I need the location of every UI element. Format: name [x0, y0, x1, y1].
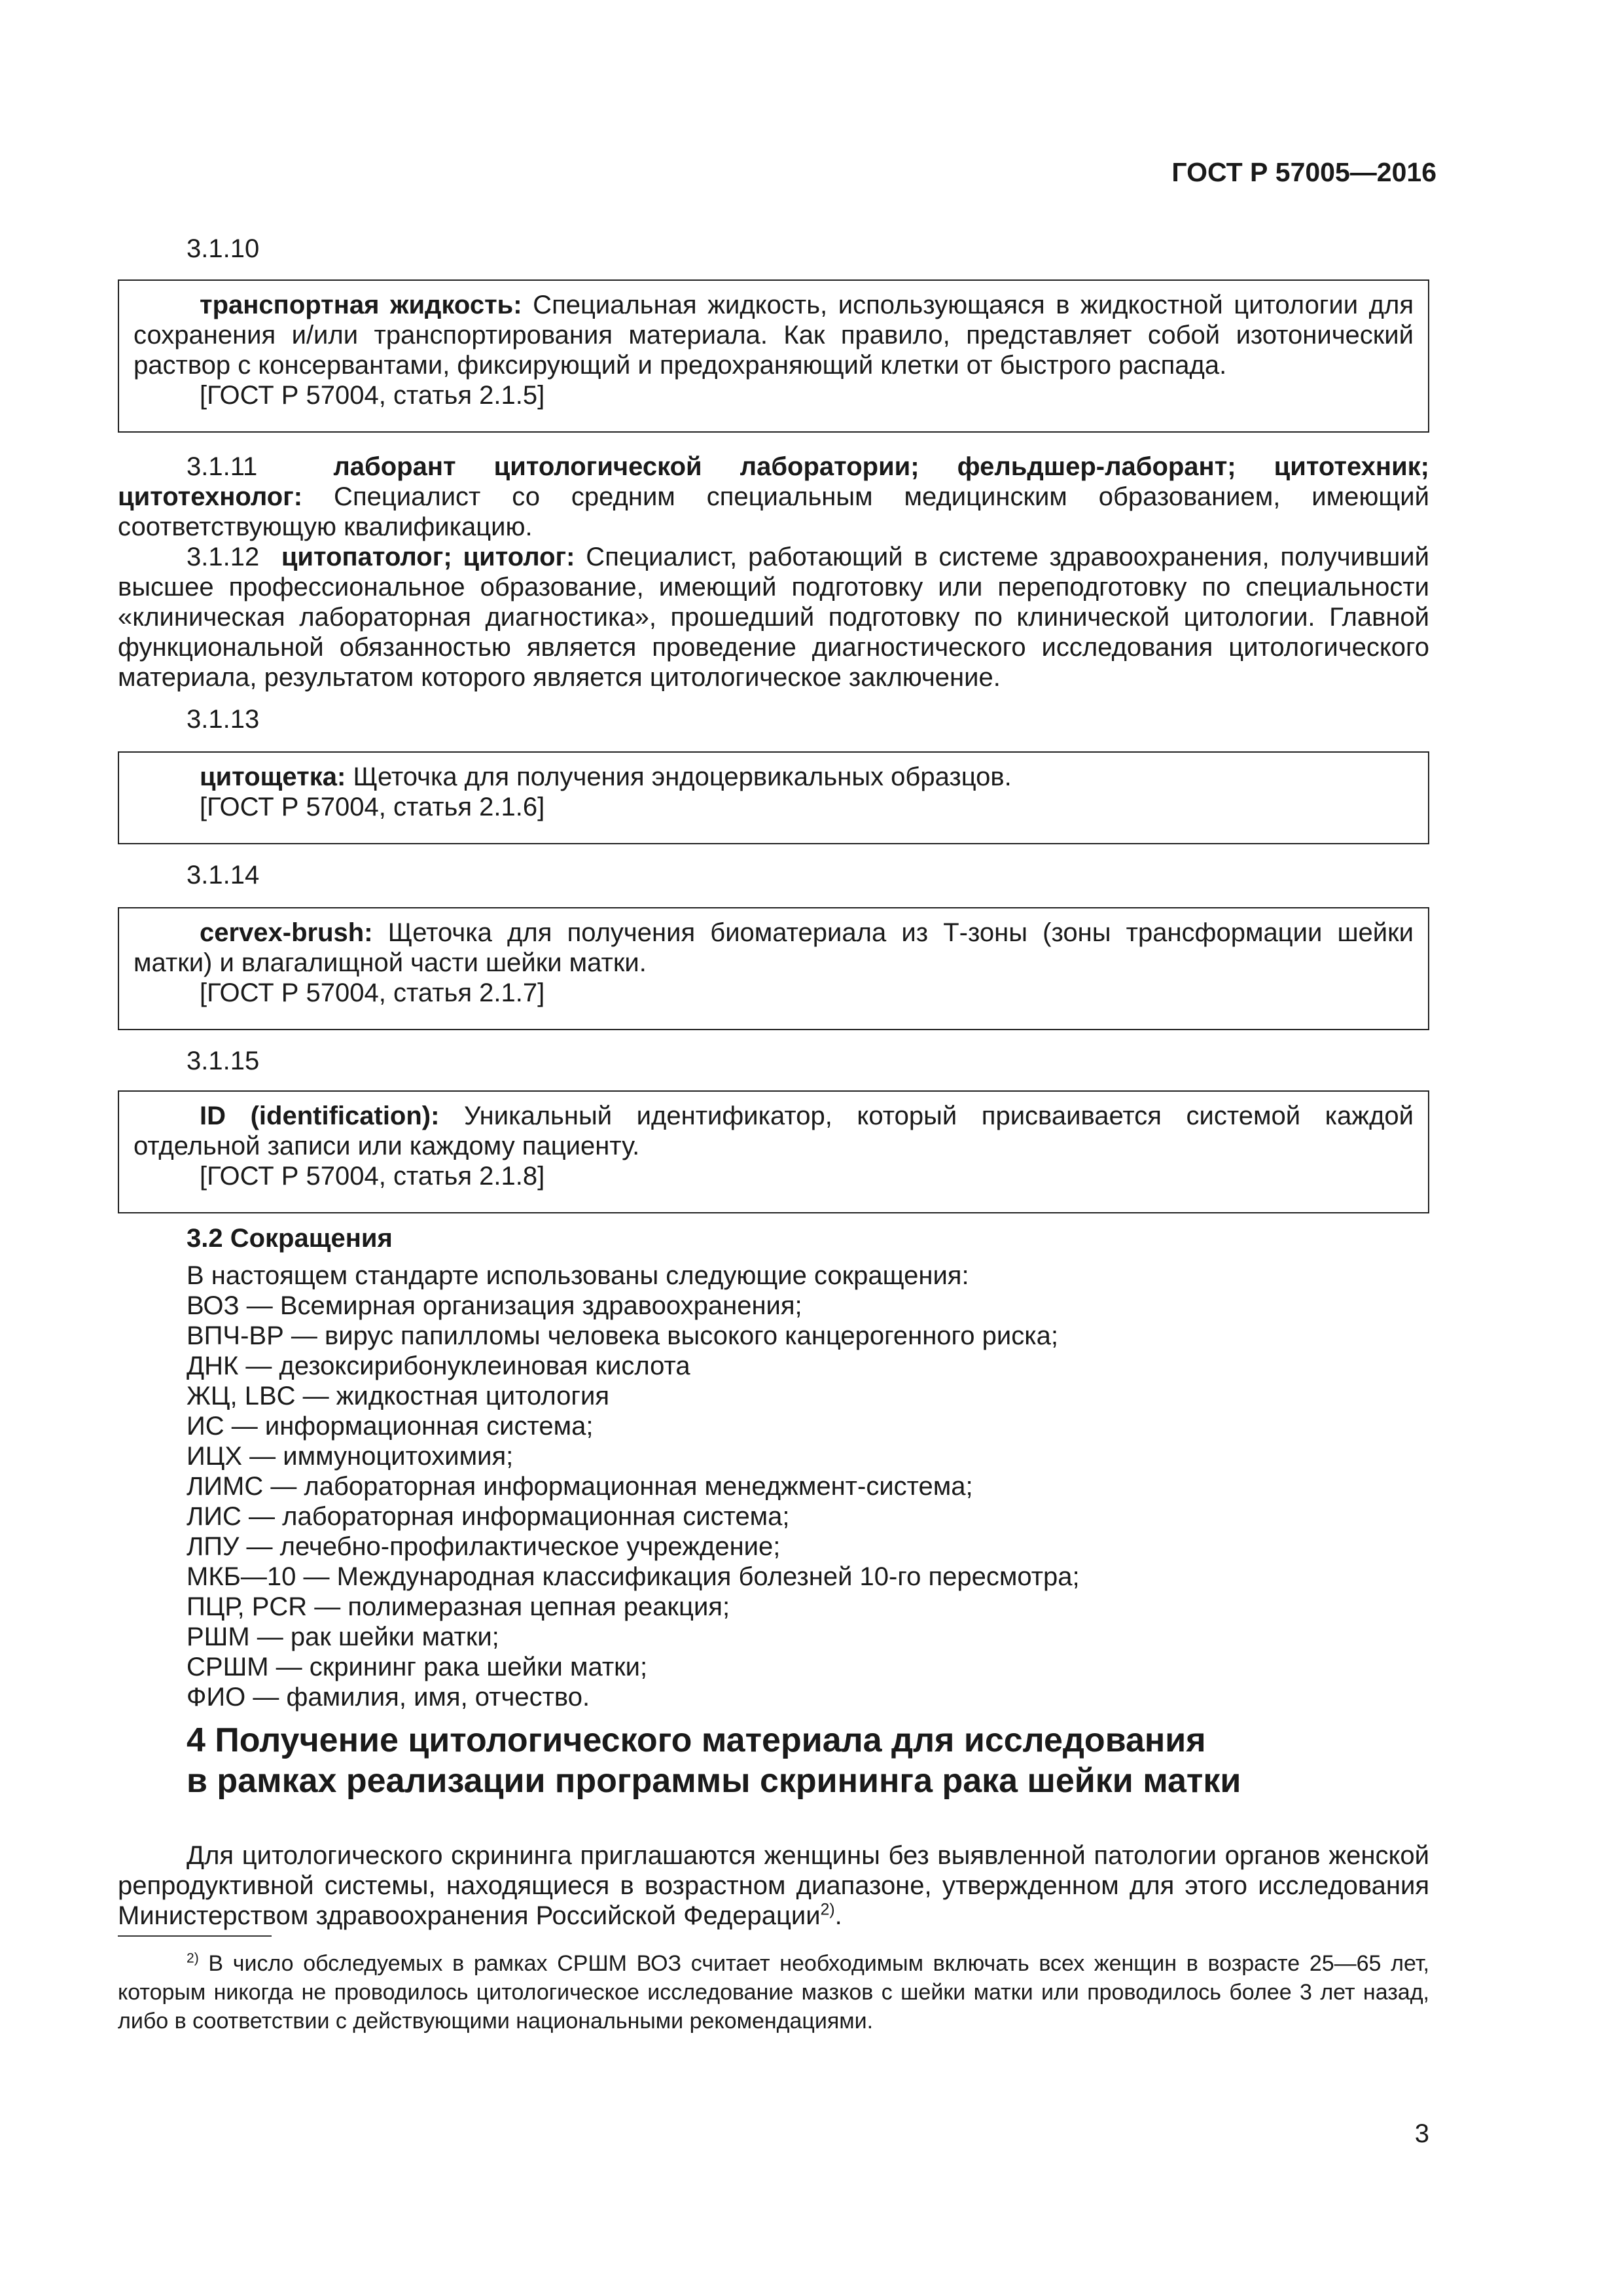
definition-reference: [ГОСТ Р 57004, статья 2.1.8]	[200, 1162, 545, 1191]
abbreviation-item: РШМ — рак шейки матки;	[187, 1623, 499, 1651]
section-4-title-line-1: 4 Получение цитологического материала для исследования	[187, 1721, 1206, 1759]
definition-term: ID (identification):	[200, 1102, 440, 1130]
definition-body: Щеточка для получения биоматериала из Т-зоны (зоны трансформации шейки матки) и влагалищной части шейки матки.	[134, 918, 1414, 977]
abbreviation-item: ИЦХ — иммуноцитохимия;	[187, 1442, 514, 1471]
abbreviation-item: ПЦР, PCR — полимеразная цепная реакция;	[187, 1592, 730, 1621]
footnote-reference[interactable]: 2)	[820, 1901, 835, 1919]
abbreviation-item: ЛИМС — лабораторная информационная менеджмент-система;	[187, 1472, 973, 1501]
footnote	[118, 1949, 1429, 2036]
abbreviation-item: ДНК — дезоксирибонуклеиновая кислота	[187, 1352, 690, 1380]
definition-term: лаборант цитологической лаборатории; фельдшер-лаборант; цитотехник; цитотехнолог:	[118, 452, 1430, 511]
section-4-paragraph	[118, 1840, 1429, 1931]
section-4-title	[187, 1720, 1241, 1801]
definition-term: cervex-brush:	[200, 918, 373, 947]
definition-term: транспортная жидкость:	[200, 291, 522, 319]
definition-body: Специалист со средним специальным медицинским образованием, имеющий соответствующую квалификацию.	[118, 482, 1429, 541]
definition-term: цитопатолог; цитолог:	[281, 543, 575, 571]
definition-reference: [ГОСТ Р 57004, статья 2.1.7]	[200, 978, 545, 1007]
definition-box-3-1-10	[118, 279, 1429, 433]
paragraph-end: .	[834, 1901, 842, 1930]
abbreviation-item: ВОЗ — Всемирная организация здравоохранения;	[187, 1291, 802, 1320]
definition-box-3-1-14	[118, 907, 1429, 1030]
definition-box-3-1-15	[118, 1090, 1429, 1213]
section-4-paragraph-text	[118, 1840, 1429, 1931]
item-number-3-1-10: 3.1.10	[187, 234, 260, 263]
definition-body: Щеточка для получения эндоцервикальных образцов.	[346, 762, 1012, 791]
abbreviation-item: ЖЦ, LBC — жидкостная цитология	[187, 1382, 609, 1410]
definition-text	[134, 290, 1414, 380]
abbreviations-list	[187, 1261, 1080, 1712]
item-number: 3.1.11	[187, 452, 258, 481]
abbreviation-item: ЛИС — лабораторная информационная система;	[187, 1502, 790, 1531]
abbreviation-item: МКБ—10 — Международная классификация болезней 10-го пересмотра;	[187, 1562, 1080, 1591]
page-number: 3	[1414, 2119, 1429, 2148]
document-header-id: ГОСТ Р 57005—2016	[1171, 157, 1436, 187]
abbreviation-item: СРШМ — скрининг рака шейки матки;	[187, 1653, 648, 1681]
definition-text	[134, 918, 1414, 978]
abbreviation-item: ИС — информационная система;	[187, 1412, 594, 1441]
definition-text	[134, 1101, 1414, 1161]
footnote-mark: 2)	[187, 1950, 199, 1966]
abbreviation-item: ВПЧ-ВР — вирус папилломы человека высокого канцерогенного риска;	[187, 1321, 1058, 1350]
definition-paragraph-3-1-12	[118, 542, 1429, 692]
abbreviations-intro: В настоящем стандарте использованы следующие сокращения:	[187, 1261, 969, 1290]
definition-body: Уникальный идентификатор, который присваивается системой каждой отдельной записи или каждому пациенту.	[134, 1102, 1414, 1160]
definition-body: Специалист, работающий в системе здравоохранения, получивший высшее профессиональное образование, имеющий подготовку или переподготовку по специальности «клиническая лабораторная диагностика», прошедший подготовку по клинической цитологии. Главной функциональной обязанностью является проведение диагностического исследования цитологического материала, результатом которого является цитологическое заключение.	[118, 543, 1429, 692]
definition-paragraph-3-1-11	[118, 452, 1429, 542]
definition-paragraphs-3-1-11-12	[118, 452, 1429, 692]
section-3-2-title: 3.2 Сокращения	[187, 1224, 393, 1253]
item-number: 3.1.12	[187, 543, 260, 571]
item-number-3-1-14: 3.1.14	[187, 861, 260, 889]
footnote-body: В число обследуемых в рамках СРШМ ВОЗ считает необходимым включать всех женщин в возрасте 25—65 лет, которым никогда не проводилось цитологическое исследование мазков с шейки матки или проводилось более 3 лет назад, либо в соответствии с действующими национальными рекомендациями.	[118, 1951, 1429, 2034]
footnote-separator	[118, 1935, 272, 1937]
footnote-text	[118, 1949, 1429, 2036]
definition-body: Специальная жидкость, использующаяся в жидкостной цитологии для сохранения и/или транспортирования материала. Как правило, представляет собой изотонический раствор с консервантами, фиксирующий и предохраняющий клетки от быстрого распада.	[134, 291, 1414, 380]
item-number-3-1-15: 3.1.15	[187, 1047, 260, 1075]
section-4-title-line-2: в рамках реализации программы скрининга рака шейки матки	[187, 1762, 1241, 1800]
definition-reference: [ГОСТ Р 57004, статья 2.1.5]	[200, 381, 545, 410]
abbreviation-item: ЛПУ — лечебно-профилактическое учреждение;	[187, 1532, 781, 1561]
definition-box-3-1-13	[118, 751, 1429, 844]
abbreviation-item: ФИО — фамилия, имя, отчество.	[187, 1683, 590, 1712]
item-number-3-1-13: 3.1.13	[187, 705, 260, 734]
definition-term: цитощетка:	[200, 762, 346, 791]
paragraph-body: Для цитологического скрининга приглашаются женщины без выявленной патологии органов женской репродуктивной системы, находящиеся в возрастном диапазоне, утвержденном для этого исследования Министерством здравоохранения Российской Федерации	[118, 1841, 1429, 1930]
definition-text	[134, 762, 1414, 792]
definition-reference: [ГОСТ Р 57004, статья 2.1.6]	[200, 793, 545, 821]
